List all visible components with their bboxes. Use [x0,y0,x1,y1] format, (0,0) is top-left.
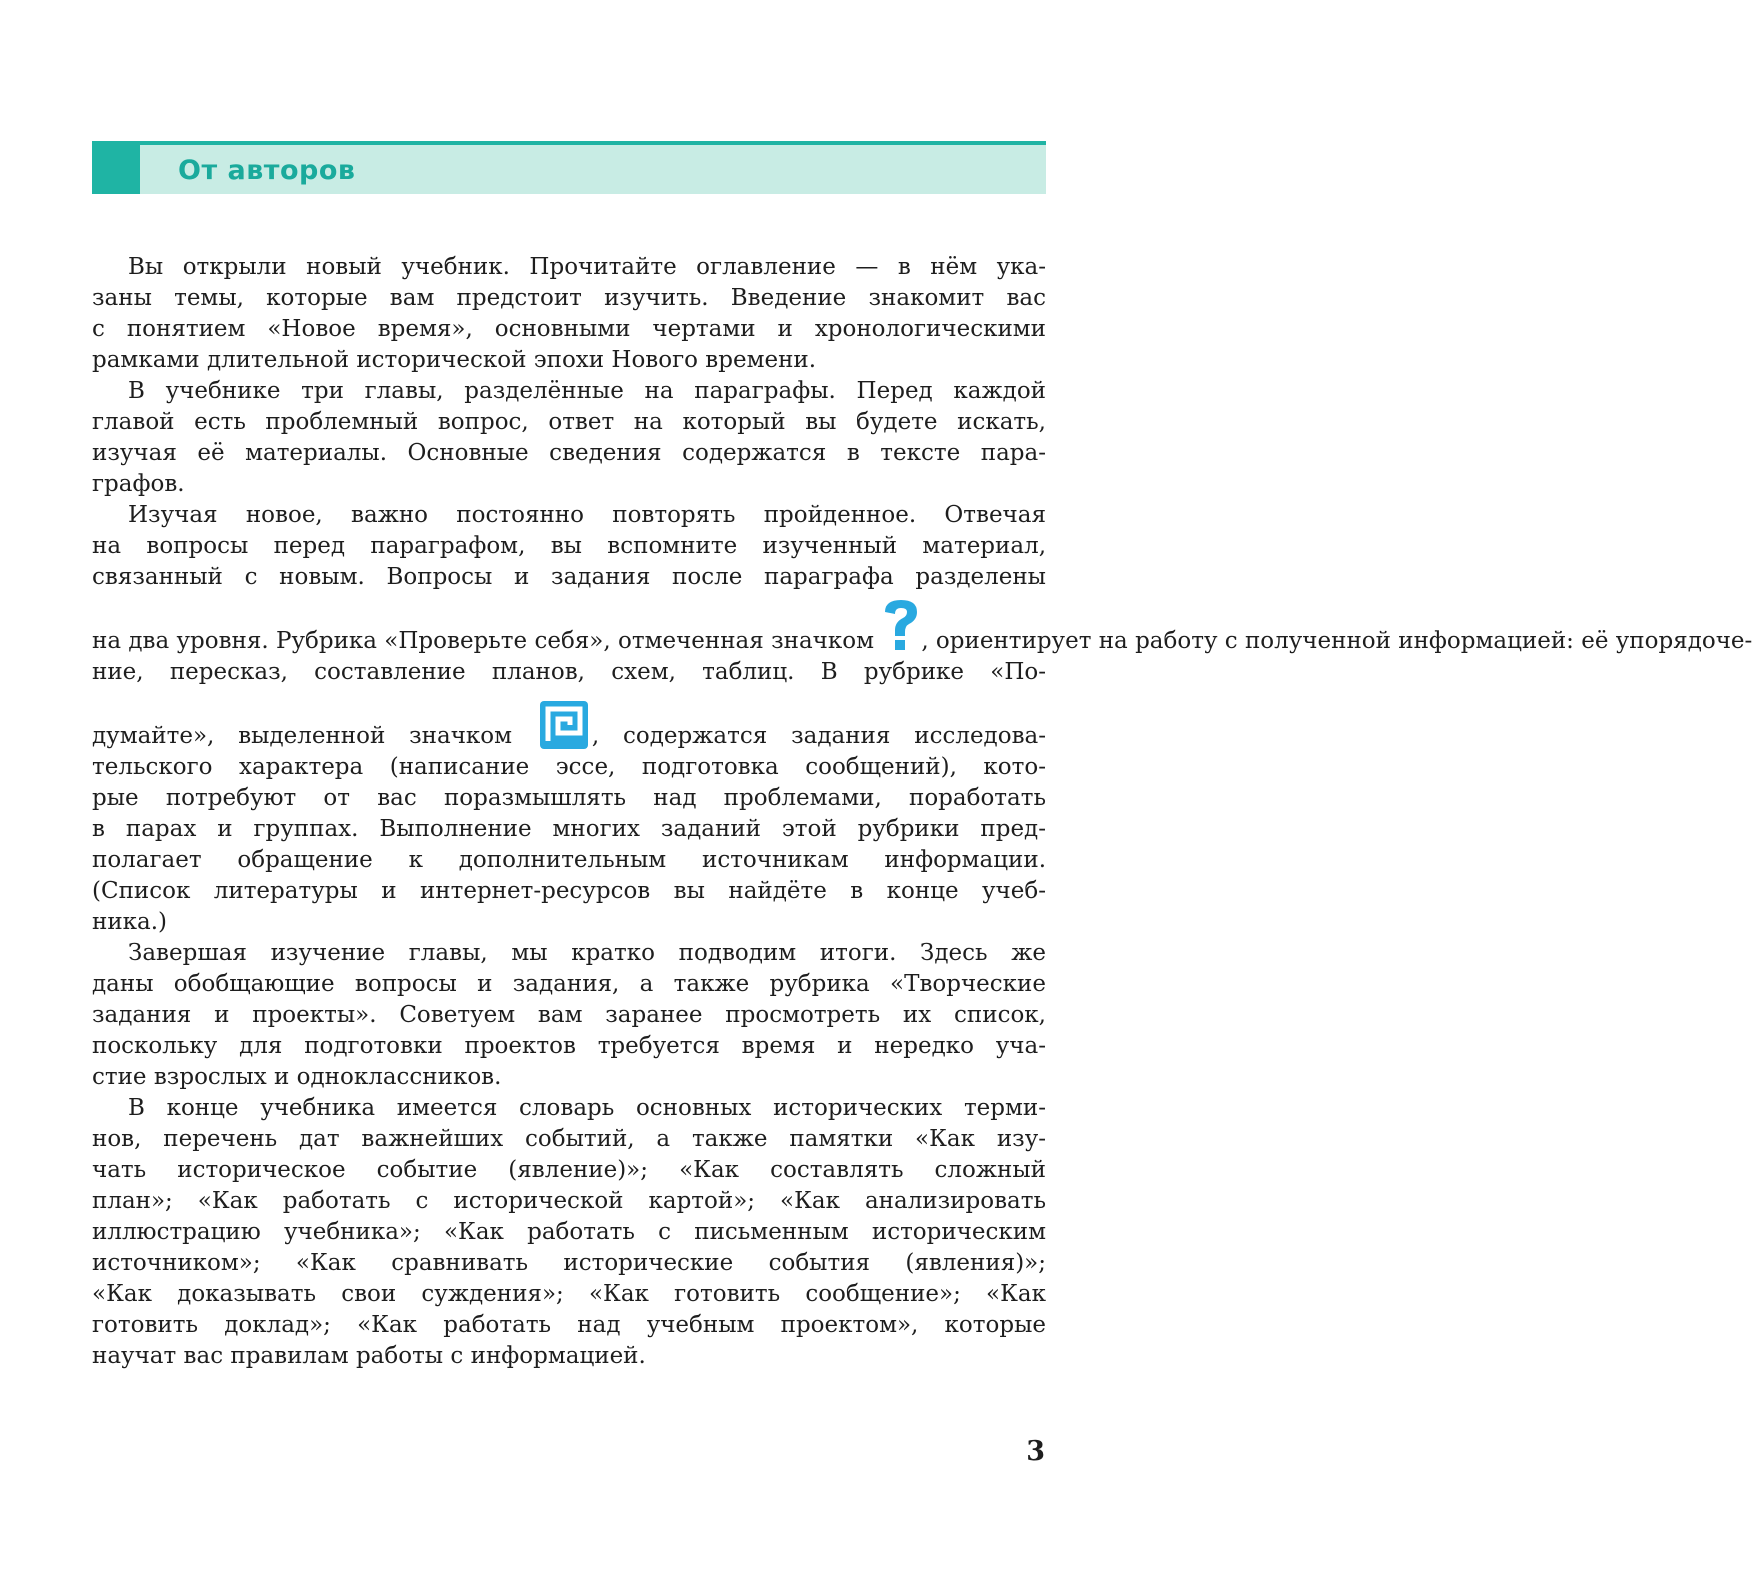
text-line: тельского характера (написание эссе, подготовка сообщений), кото- [92,754,1046,780]
text-fragment: , содержатся задания исследова- [591,723,1047,749]
text-line: В конце учебника имеется словарь основных исторических терми- [128,1095,1046,1121]
text-line: с понятием «Новое время», основными чертами и хронологическими [92,316,1046,342]
text-line: изучая её материалы. Основные сведения содержатся в тексте пара- [92,440,1046,466]
text-line: иллюстрацию учебника»; «Как работать с письменным историческим [92,1219,1046,1245]
text-fragment: думайте», выделенной значком [92,723,513,749]
page-number: 3 [1026,1436,1045,1467]
text-line: чать историческое событие (явление)»; «Как составлять сложный [92,1157,1046,1183]
text-line: даны обобщающие вопросы и задания, а также рубрика «Творческие [92,971,1046,997]
text-line: нов, перечень дат важнейших событий, а также памятки «Как изу- [92,1126,1046,1152]
body-text [92,252,1752,1372]
text-line: ние, пересказ, составление планов, схем, таблиц. В рубрике «По- [92,659,1046,685]
text-line: задания и проекты». Советуем вам заранее просмотреть их список, [92,1002,1046,1028]
text-line-with-icon [92,593,1752,657]
section-title: От авторов [178,155,356,186]
meander-icon [536,742,592,743]
text-line: ника.) [92,909,168,935]
text-line: источником»; «Как сравнивать исторические события (явления)»; [92,1250,1046,1276]
text-line: заны темы, которые вам предстоит изучить. Введение знакомит вас [92,285,1046,311]
question-mark-icon [881,647,921,648]
text-line: (Список литературы и интернет-ресурсов вы найдёте в конце учеб- [92,878,1046,904]
text-fragment: , ориентирует на работу с полученной информацией: её упорядоче- [921,628,1752,654]
text-line: Вы открыли новый учебник. Прочитайте оглавление — в нём ука- [128,254,1046,280]
text-line: план»; «Как работать с исторической картой»; «Как анализировать [92,1188,1046,1214]
text-line: стие взрослых и одноклассников. [92,1064,502,1090]
text-line: на вопросы перед параграфом, вы вспомните изученный материал, [92,533,1046,559]
text-line: Завершая изучение главы, мы кратко подводим итоги. Здесь же [128,940,1046,966]
text-line: «Как доказывать свои суждения»; «Как готовить сообщение»; «Как [92,1281,1046,1307]
text-line: рамками длительной исторической эпохи Нового времени. [92,347,817,373]
text-line: В учебнике три главы, разделённые на параграфы. Перед каждой [128,378,1046,404]
text-line: полагает обращение к дополнительным источникам информации. [92,847,1046,873]
text-line: рые потребуют от вас поразмышлять над проблемами, поработать [92,785,1046,811]
text-line: связанный с новым. Вопросы и задания после параграфа разделены [92,564,1046,590]
text-line: поскольку для подготовки проектов требуется время и нередко уча- [92,1033,1046,1059]
text-line-with-icon [92,688,1046,752]
text-line: главой есть проблемный вопрос, ответ на который вы будете искать, [92,409,1046,435]
text-line: научат вас правилам работы с информацией. [92,1343,646,1369]
text-line: графов. [92,471,185,497]
section-header [92,141,1046,194]
text-fragment: на два уровня. Рубрика «Проверьте себя», отмеченная значком [92,628,874,654]
header-accent-block [92,145,140,194]
text-line: Изучая новое, важно постоянно повторять пройденное. Отвечая [128,502,1046,528]
text-line: готовить доклад»; «Как работать над учебным проектом», которые [92,1312,1046,1338]
text-line: в парах и группах. Выполнение многих заданий этой рубрики пред- [92,816,1046,842]
